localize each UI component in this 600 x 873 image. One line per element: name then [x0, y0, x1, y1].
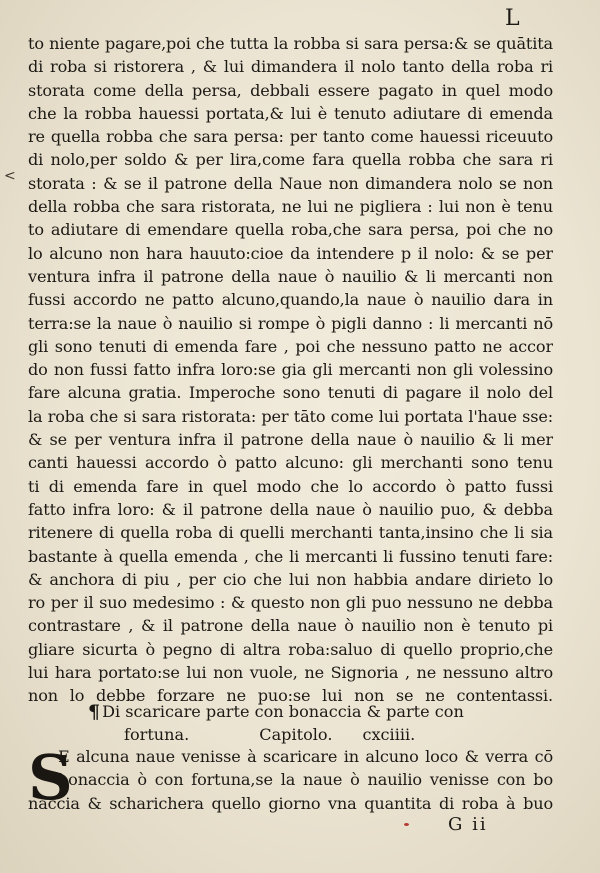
signature-mark: G ii — [448, 814, 488, 835]
text-line: la roba che si sara ristorata: per tāto come lui portata l'haue sse: — [28, 406, 553, 426]
text-line: ti di emenda fare in quel modo che lo accordo ò patto fussi — [28, 476, 553, 496]
text-line: E alcuna naue venisse à scaricare in alcuno loco & verra cō — [58, 747, 553, 766]
chapter-title-continuation: fortuna. — [124, 725, 190, 744]
text-line: storata come della persa, debbali essere pagato in quel modo — [28, 80, 553, 100]
text-line: gli sono tenuti di emenda fare , poi che nessuno patto ne accor — [28, 336, 553, 356]
pilcrow-icon: ¶ — [88, 701, 101, 723]
chapter-title-line-2 — [28, 723, 553, 746]
margin-note: < — [4, 168, 16, 184]
text-line: fare alcuna gratia. Imperoche sono tenuti di pagare il nolo del — [28, 383, 553, 403]
text-line: terra:se la naue ò nauilio si rompe ò pigli danno : li mercanti nō — [28, 313, 553, 333]
text-line: canti hauessi accordo ò patto alcuno: gli merchanti sono tenu — [28, 453, 553, 473]
text-line: gliare sicurta ò pegno di altra roba:saluo di quello proprio,che — [28, 639, 553, 659]
chapter-title-line-1 — [28, 700, 553, 723]
text-line: fatto infra loro: & il patrone della naue ò nauilio puo, & debba — [28, 499, 553, 519]
text-line: della robba che sara ristorata, ne lui ne pigliera : lui non è tenu — [28, 197, 553, 217]
folio-number: L — [505, 6, 521, 31]
text-line: bonaccia ò con fortuna,se la naue ò nauilio venisse con bo — [58, 770, 553, 790]
text-line: to adiutare di emendare quella roba,che sara persa, poi che no — [28, 220, 553, 240]
text-line: naccia & scharichera quello giorno vna quantita di roba à buo — [28, 793, 553, 813]
capitolo-number: cxciiii. — [362, 725, 416, 744]
text-line: lui hara portato:se lui non vuole, ne Signoria , ne nessuno altro — [28, 663, 553, 683]
main-text-block — [28, 32, 553, 708]
text-line: contrastare , & il patrone della naue ò nauilio non è tenuto pi — [28, 616, 553, 636]
chapter-heading — [28, 700, 553, 746]
capitolo-label: Capitolo. — [259, 725, 333, 744]
drop-cap-initial: S — [28, 741, 73, 814]
chapter-body — [28, 741, 553, 815]
red-ink-spot — [404, 823, 409, 826]
chapter-title-text: Di scaricare parte con bonaccia & parte con — [102, 702, 464, 721]
text-line: to niente pagare,poi che tutta la robba si sara persa:& se quātita — [28, 34, 553, 53]
text-line: di nolo,per soldo & per lira,come fara quella robba che sara ri — [28, 150, 553, 170]
text-line: ro per il suo medesimo : & questo non gli puo nessuno ne debba — [28, 593, 553, 613]
text-line: non lo debbe forzare ne puo:se lui non se ne contentassi. — [28, 686, 553, 706]
text-line: ventura infra il patrone della naue ò nauilio & li mercanti non — [28, 266, 553, 286]
text-line: re quella robba che sara persa: per tanto come hauessi riceuuto — [28, 127, 553, 147]
text-line: che la robba hauessi portata,& lui è tenuto adiutare di emenda — [28, 103, 553, 123]
text-line: storata : & se il patrone della Naue non dimandera nolo se non — [28, 173, 553, 193]
text-line: & se per ventura infra il patrone della naue ò nauilio & li mer — [28, 430, 553, 450]
text-line: lo alcuno non hara hauuto:cioe da intendere p il nolo: & se per — [28, 243, 553, 263]
text-line: do non fussi fatto infra loro:se gia gli mercanti non gli volessino — [28, 360, 553, 380]
text-line: fussi accordo ne patto alcuno,quando,la naue ò nauilio dara in — [28, 290, 553, 310]
text-line: bastante à quella emenda , che li mercanti li fussino tenuti fare: — [28, 546, 553, 566]
text-line: ritenere di quella roba di quelli merchanti tanta,insino che li sia — [28, 523, 553, 543]
text-line: di roba si ristorera , & lui dimandera il nolo tanto della roba ri — [28, 57, 553, 77]
text-line: & anchora di piu , per cio che lui non habbia andare dirieto lo — [28, 569, 553, 589]
